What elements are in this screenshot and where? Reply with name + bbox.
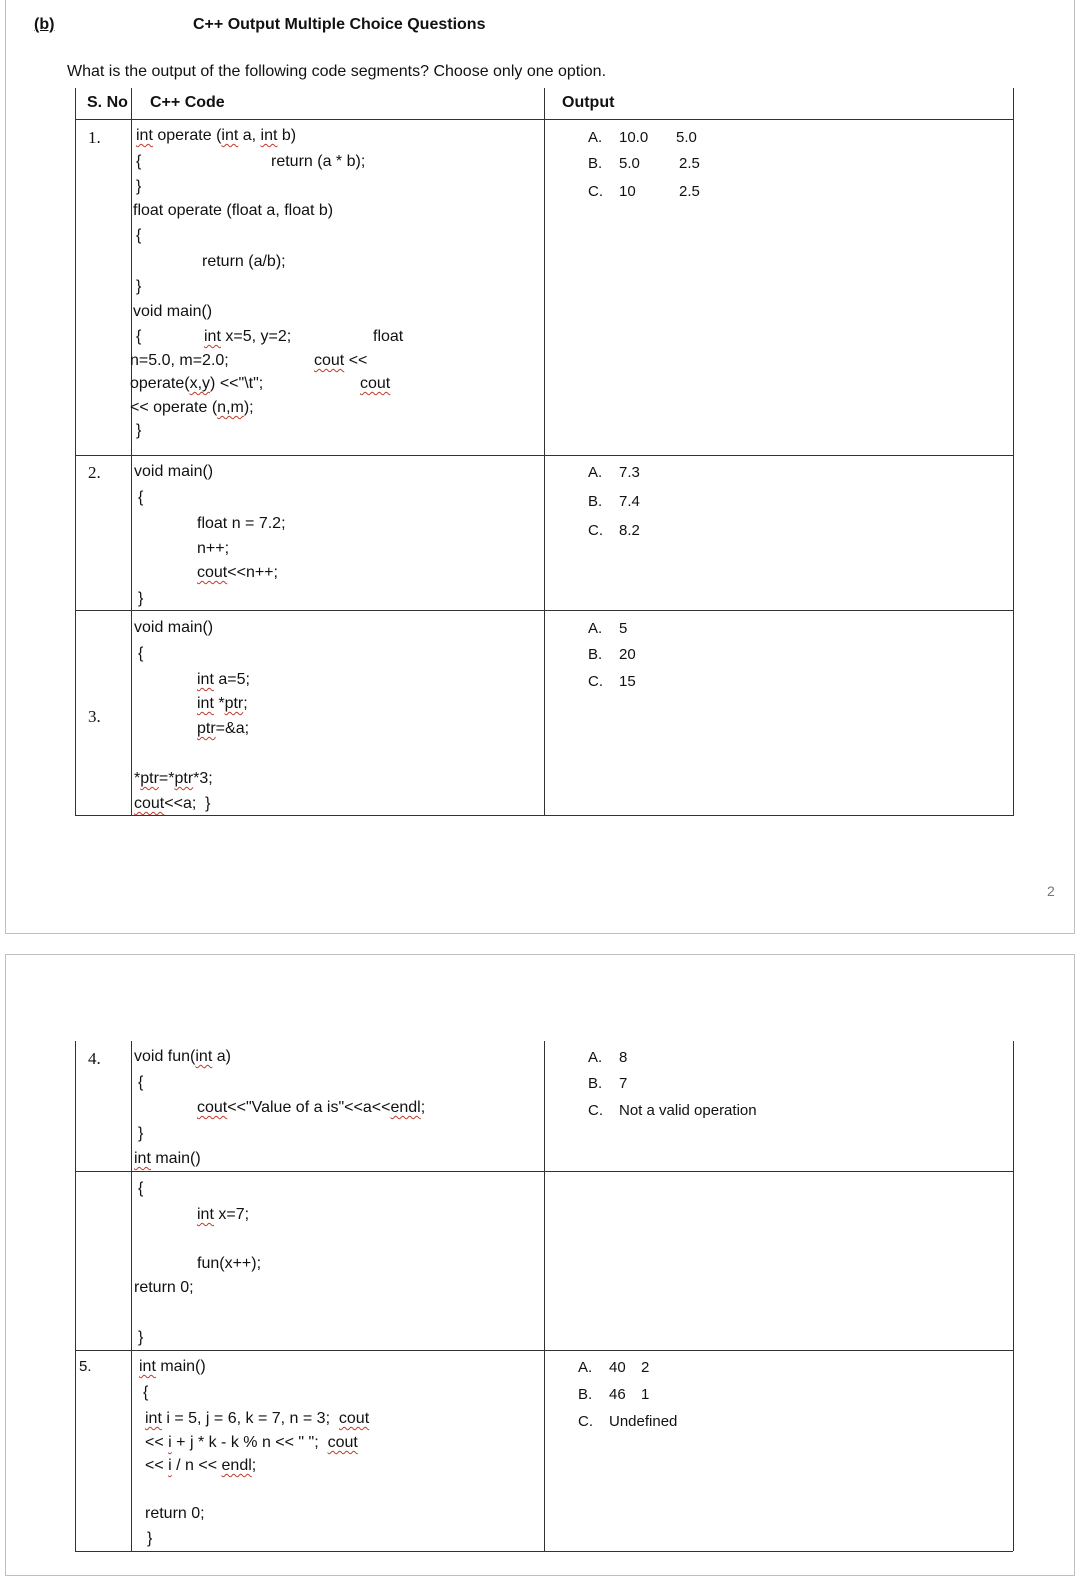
code-line: int main(): [134, 1150, 201, 1167]
code-line: int a=5;: [197, 671, 250, 688]
code-line: cout<<"Value of a is"<<a<<endl;: [197, 1099, 426, 1116]
code-line: float n = 7.2;: [197, 515, 286, 532]
code-line: cout <<: [314, 352, 368, 369]
code-line: return (a * b);: [271, 153, 366, 170]
code-line: void fun(int a): [134, 1048, 231, 1065]
code-line: }: [136, 278, 142, 295]
code-line: return 0;: [134, 1279, 194, 1296]
header-sno: S. No: [87, 94, 128, 111]
code-line: {: [136, 227, 142, 244]
code-line: {: [138, 489, 144, 506]
code-line: }: [136, 178, 142, 195]
code-line: {: [138, 645, 144, 662]
code-line: << i / n << endl;: [145, 1457, 257, 1474]
code-line: operate(x,y) <<"\t";: [130, 375, 264, 392]
code-line: n=5.0, m=2.0;: [130, 352, 229, 369]
instruction-text: What is the output of the following code segments? Choose only one option.: [67, 63, 607, 80]
code-line: {: [136, 153, 142, 170]
code-line: {: [138, 1074, 144, 1091]
code-line: int i = 5, j = 6, k = 7, n = 3; cout: [145, 1410, 370, 1427]
code-line: << i + j * k - k % n << " "; cout: [145, 1434, 358, 1451]
code-line: {: [143, 1384, 149, 1401]
code-line: fun(x++);: [197, 1255, 262, 1272]
code-line: return 0;: [145, 1505, 205, 1522]
code-line: float operate (float a, float b): [133, 202, 334, 219]
question-number: 4.: [88, 1049, 101, 1068]
code-line: n++;: [197, 540, 230, 557]
code-line: void main(): [134, 619, 214, 636]
code-line: cout<<a; }: [134, 795, 211, 812]
code-line: *ptr=*ptr*3;: [134, 770, 213, 787]
code-line: return (a/b);: [202, 253, 286, 270]
code-line: float: [373, 328, 404, 345]
code-line: << operate (n,m);: [130, 399, 254, 416]
code-line: int *ptr;: [197, 695, 248, 712]
code-line: }: [138, 1125, 144, 1142]
code-line: cout<<n++;: [197, 564, 278, 581]
header-code: C++ Code: [150, 94, 225, 111]
code-line: void main(): [134, 463, 214, 480]
question-number: 1.: [88, 128, 101, 147]
code-line: }: [138, 1329, 144, 1346]
code-line: {: [138, 1180, 144, 1197]
question-number: 3.: [88, 707, 101, 726]
code-line: ptr=&a;: [197, 720, 250, 737]
question-number: 5.: [79, 1358, 92, 1375]
code-line: int operate (int a, int b): [136, 127, 297, 144]
code-line: void main(): [133, 303, 213, 320]
header-output: Output: [562, 94, 615, 111]
code-line: }: [136, 422, 142, 439]
page-number: 2: [1047, 883, 1055, 899]
code-line: int x=5, y=2;: [204, 328, 292, 345]
code-line: cout: [360, 375, 391, 392]
page-title: C++ Output Multiple Choice Questions: [193, 16, 486, 33]
code-line: {: [136, 328, 142, 345]
code-line: int main(): [139, 1358, 206, 1375]
code-line: }: [138, 590, 144, 607]
code-line: }: [147, 1530, 153, 1547]
code-line: int x=7;: [197, 1206, 250, 1223]
section-label: (b): [34, 16, 55, 33]
question-number: 2.: [88, 463, 101, 482]
